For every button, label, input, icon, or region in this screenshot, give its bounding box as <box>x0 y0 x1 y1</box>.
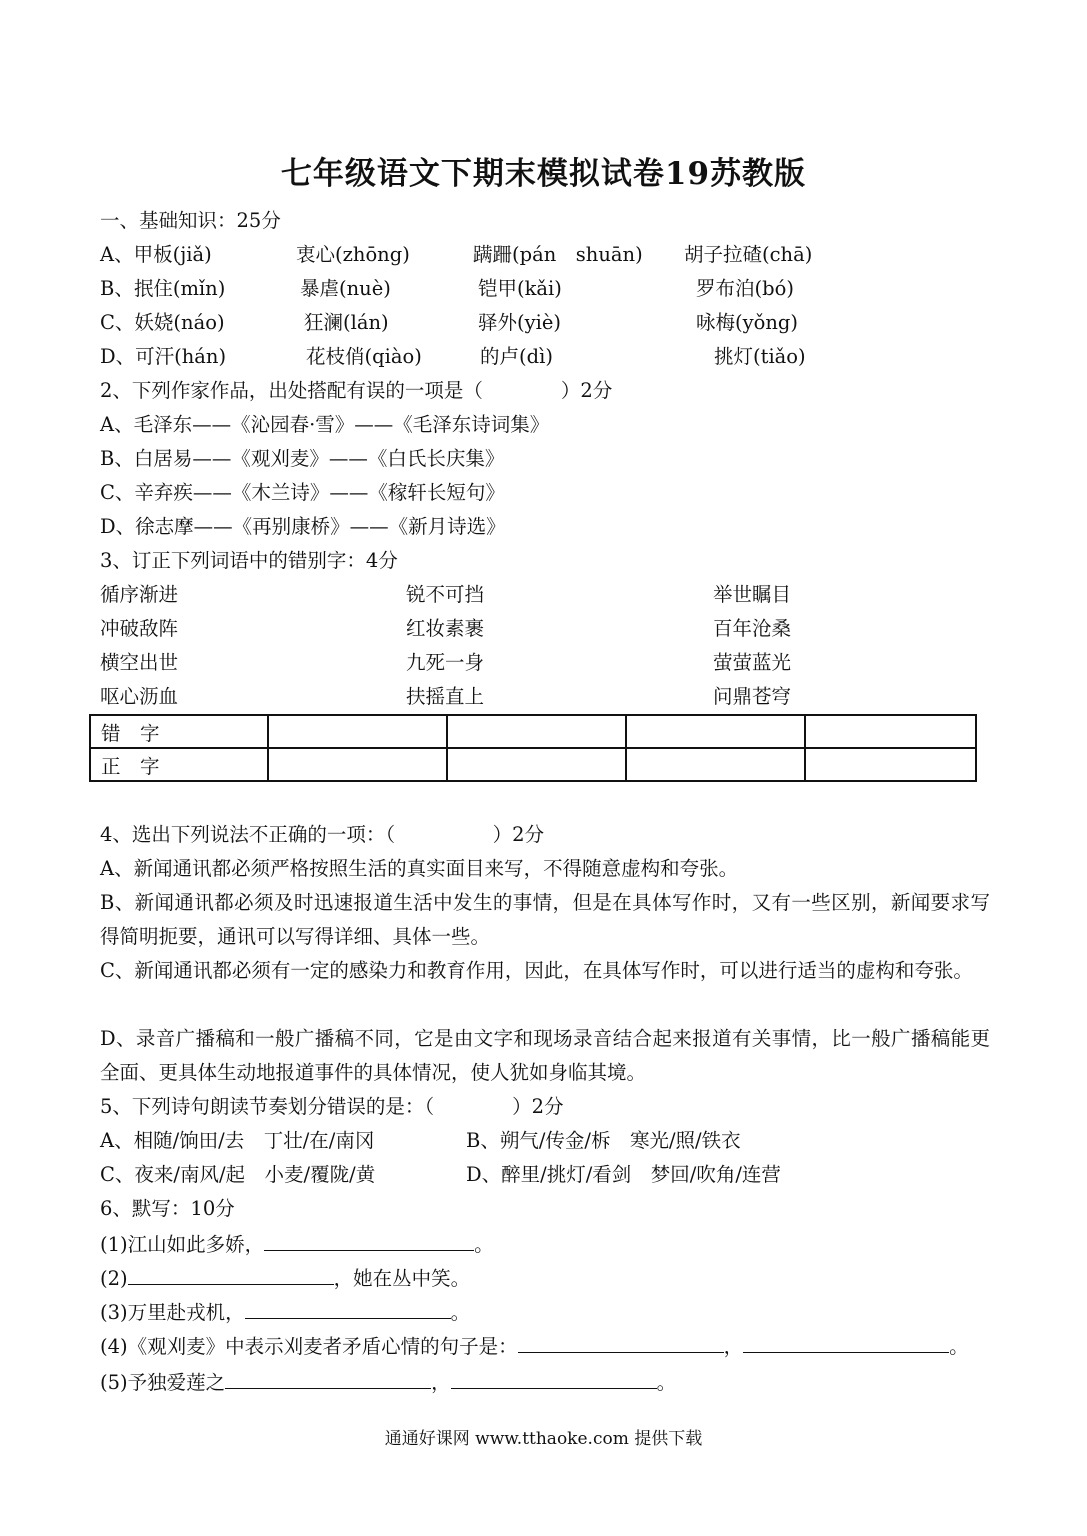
dictation-line-2: (2) ，她在丛中笑。 <box>100 1267 471 1290</box>
word-item: 红妆素裹 <box>406 617 485 640</box>
fill-blank[interactable] <box>225 1370 431 1389</box>
word-item: 冲破敌阵 <box>100 617 179 640</box>
word-item: 问鼎苍穹 <box>713 685 792 708</box>
section-heading: 一、基础知识：25分 <box>100 209 281 232</box>
pinyin-item: D、可汗(hán) <box>100 345 227 368</box>
fill-blank[interactable] <box>245 1300 451 1319</box>
pinyin-item: C、妖娆(náo) <box>100 311 225 334</box>
answer-cell[interactable] <box>268 748 447 781</box>
answer-cell[interactable] <box>805 748 976 781</box>
question-5-option: B、朔气/传金/柝 寒光/照/铁衣 <box>466 1129 741 1152</box>
word-item: 横空出世 <box>100 651 179 674</box>
word-item: 举世瞩目 <box>713 583 792 606</box>
answer-cell[interactable] <box>447 715 626 748</box>
fill-blank[interactable] <box>743 1334 949 1353</box>
pinyin-item: 挑灯(tiǎo) <box>714 345 806 368</box>
pinyin-item: 的卢(dì) <box>480 345 553 368</box>
fill-blank[interactable] <box>518 1334 724 1353</box>
question-5-option: D、醉里/挑灯/看剑 梦回/吹角/连营 <box>466 1163 781 1186</box>
answer-cell[interactable] <box>268 715 447 748</box>
row-label: 错 字 <box>90 715 268 748</box>
question-2-stem: 2、下列作家作品，出处搭配有误的一项是（ ）2分 <box>100 379 613 402</box>
word-item: 循序渐进 <box>100 583 179 606</box>
dictation-line-1: (1)江山如此多娇， 。 <box>100 1233 494 1256</box>
word-item: 九死一身 <box>406 651 485 674</box>
question-2-option: C、辛弃疾——《木兰诗》——《稼轩长短句》 <box>100 481 505 504</box>
answer-cell[interactable] <box>805 715 976 748</box>
question-5-option: C、夜来/南风/起 小麦/覆陇/黄 <box>100 1163 376 1186</box>
pinyin-item: 狂澜(lán) <box>304 311 389 334</box>
pinyin-item: 衷心(zhōng) <box>296 243 410 266</box>
question-4-option: A、新闻通讯都必须严格按照生活的真实面目来写，不得随意虚构和夸张。 <box>100 857 739 880</box>
answer-cell[interactable] <box>626 748 805 781</box>
word-item: 百年沧桑 <box>713 617 792 640</box>
question-3-stem: 3、订正下列词语中的错别字：4分 <box>100 549 398 572</box>
question-2-option: A、毛泽东——《沁园春·雪》——《毛泽东诗词集》 <box>100 413 550 436</box>
question-2-option: D、徐志摩——《再别康桥》——《新月诗选》 <box>100 515 506 538</box>
table-row <box>90 748 976 781</box>
question-4-stem: 4、选出下列说法不正确的一项：（ ）2分 <box>100 823 545 846</box>
pinyin-item: 蹒跚(pán shuān) <box>473 243 643 266</box>
question-4-option: B、新闻通讯都必须及时迅速报道生活中发生的事情，但是在具体写作时，又有一些区别，新闻要求写得简明扼要，通讯可以写得详细、具体一些。 <box>100 891 990 948</box>
question-2-option: B、白居易——《观刈麦》——《白氏长庆集》 <box>100 447 505 470</box>
word-item: 锐不可挡 <box>406 583 485 606</box>
fill-blank[interactable] <box>128 1266 334 1285</box>
pinyin-item: B、抿住(mǐn) <box>100 277 226 300</box>
footer-text: 通通好课网 www.tthaoke.com 提供下载 <box>384 1429 703 1449</box>
dictation-line-5: (5)予独爱莲之 ， 。 <box>100 1371 677 1394</box>
pinyin-item: 咏梅(yǒng) <box>696 311 799 334</box>
pinyin-item: 驿外(yiè) <box>478 311 562 334</box>
pinyin-item: A、甲板(jiǎ) <box>100 243 212 266</box>
question-5-option: A、相随/饷田/去 丁壮/在/南冈 <box>100 1129 375 1152</box>
dictation-line-3: (3)万里赴戎机， 。 <box>100 1301 471 1324</box>
answer-cell[interactable] <box>626 715 805 748</box>
row-label: 正 字 <box>90 748 268 781</box>
dictation-line-4: (4)《观刈麦》中表示刈麦者矛盾心情的句子是： ， 。 <box>100 1335 969 1358</box>
fill-blank[interactable] <box>451 1370 657 1389</box>
table-row <box>90 715 976 748</box>
correction-table <box>89 714 977 782</box>
question-6-stem: 6、默写：10分 <box>100 1197 235 1220</box>
pinyin-item: 铠甲(kǎi) <box>478 277 562 300</box>
word-item: 扶摇直上 <box>406 685 485 708</box>
word-item: 萤萤蓝光 <box>713 651 792 674</box>
fill-blank[interactable] <box>264 1232 474 1251</box>
question-4-option: C、新闻通讯都必须有一定的感染力和教育作用，因此，在具体写作时，可以进行适当的虚构和夸张。 <box>100 959 973 982</box>
pinyin-item: 花枝俏(qiào) <box>306 345 422 368</box>
question-4-option: D、录音广播稿和一般广播稿不同，它是由文字和现场录音结合起来报道有关事情，比一般广播稿能更全面、更具体生动地报道事件的具体情况，使人犹如身临其境。 <box>100 1027 990 1084</box>
question-5-stem: 5、下列诗句朗读节奏划分错误的是：（ ）2分 <box>100 1095 564 1118</box>
pinyin-item: 胡子拉碴(chā) <box>684 243 813 266</box>
pinyin-item: 暴虐(nuè) <box>300 277 391 300</box>
pinyin-item: 罗布泊(bó) <box>696 277 794 300</box>
answer-cell[interactable] <box>447 748 626 781</box>
word-item: 呕心沥血 <box>100 685 179 708</box>
page-title: 七年级语文下期末模拟试卷19苏教版 <box>280 156 807 192</box>
